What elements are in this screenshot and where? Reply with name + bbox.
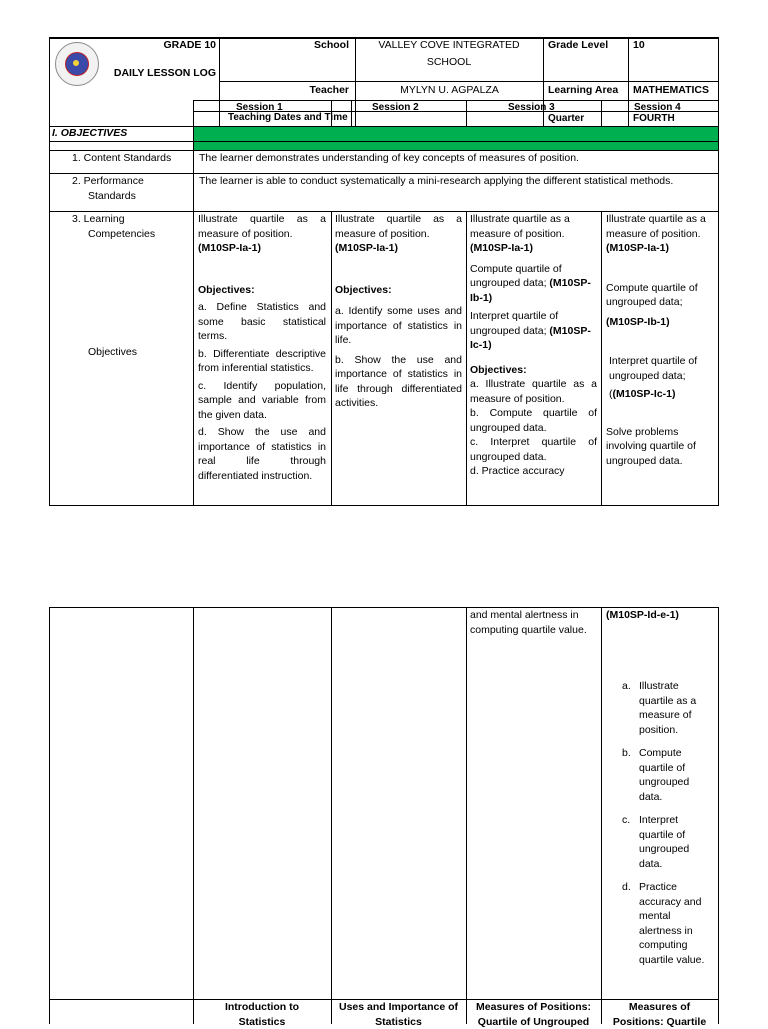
content-standards-text: The learner demonstrates understanding of key concepts of measures of position. [199,152,579,164]
teaching-dates-label: Teaching Dates and Time [228,112,348,123]
list-item-mark: a. [622,680,631,692]
list-item-text: Interpret quartile of ungrouped data. [639,814,690,870]
session-3-objective-c: c. Interpret quartile of ungrouped data. [470,436,597,463]
session-3-interpret-text: Interpret quartile of ungrouped data; [470,310,559,337]
school-value: VALLEY COVE INTEGRATED SCHOOL [378,39,520,68]
session-1-label: Session 1 [236,102,283,113]
list-item [622,813,712,871]
session-4-interpret-code: ((M10SP-Ic-1) [609,388,676,400]
session-1-code: (M10SP-Ia-1) [198,242,262,254]
session-2-objectives-head: Objectives: [335,283,392,296]
session-1-objective-c: c. Identify population, sample and variable from the given data. [198,379,326,421]
session-4-label: Session 4 [634,102,681,113]
list-item [622,679,712,737]
session-3-objective-a: a. Illustrate quartile as a measure of position. [470,378,597,405]
objectives-green-band [194,127,718,141]
session-4-code: (M10SP-Ia-1) [606,242,670,254]
session-3-objective-b: b. Compute quartile of ungrouped data. [470,407,597,434]
session-3-compute-code: (M10SP-Ib-1) [470,277,591,304]
list-item-mark: c. [622,814,631,826]
session-3-column [470,212,597,479]
session-1-column [198,212,326,483]
session-2-code: (M10SP-Ia-1) [335,242,399,254]
session-1-competency: Illustrate quartile as a measure of position. [198,213,326,240]
session-2-topic: Uses and Importance of Statistics [338,1001,459,1028]
session-3-competency: Illustrate quartile as a measure of position. [470,213,570,240]
session-2-competency: Illustrate quartile as a measure of position. [335,213,462,240]
list-item-mark: b. [622,747,631,759]
quarter-label: Quarter [548,113,585,124]
session-4-solve-code: (M10SP-Id-e-1) [606,609,679,621]
teacher-value: MYLYN U. AGPALZA [400,84,499,96]
session-4-solve: Solve problems involving quartile of ungrouped data. [606,425,696,467]
log-title: DAILY LESSON LOG [113,67,216,79]
grade-title: GRADE 10 [163,39,216,51]
session-3-compute [470,262,597,306]
session-1-objectives-head: Objectives: [198,283,255,296]
session-1-objective-b: b. Differentiate descriptive from inferential statistics. [198,347,326,374]
session-2-label: Session 2 [372,102,419,113]
session-4-interpret-code-text: (M10SP-Ic-1) [612,388,676,400]
session-3-topic: Measures of Positions: Quartile of Ungrouped [476,1001,591,1028]
session-2-column [335,212,462,411]
competencies-label: 3. Learning [72,213,125,225]
session-4-objective-list [622,679,712,967]
session-4-compute-code: (M10SP-Ib-1) [606,315,670,328]
competencies-label-2: Competencies [88,228,156,240]
quarter-value: FOURTH [633,113,675,124]
teacher-label: Teacher [309,84,349,96]
performance-label: 2. Performance [72,175,144,187]
session-3-objective-d: d. Practice accuracy [470,465,565,477]
session-3-label: Session 3 [508,102,555,113]
session-3-interpret [470,309,597,353]
objectives-green-band-thin [194,142,718,150]
learning-area-value: MATHEMATICS [633,84,710,96]
list-item-text: Practice accuracy and mental alertness in computing quartile value. [639,881,705,966]
session-4-interpret: Interpret quartile of ungrouped data; [609,355,698,382]
session-1-objective-d: d. Show the use and importance of statistics in real life through differentiated instruction. [198,426,326,482]
list-item-text: Illustrate quartile as a measure of position. [639,680,697,736]
session-4-column [606,212,716,468]
grade-level-label: Grade Level [548,39,609,51]
list-item [622,880,712,967]
session-1-topic: Introduction to Statistics [224,1001,300,1028]
session-4-topic: Measures of Positions: Quartile [612,1001,707,1028]
session-2-objective-a: a. Identify some uses and importance of statistics in life. [335,305,462,346]
session-3-objectives-head: Objectives: [470,363,527,376]
session-4-competency: Illustrate quartile as a measure of position. [606,213,706,240]
grade-level-value: 10 [633,39,645,51]
objectives-section-title: I. OBJECTIVES [52,127,128,139]
session-1-objective-a: a. Define Statistics and some basic statistical terms. [198,301,326,342]
content-standards-label: 1. Content Standards [72,152,172,164]
session-3-code: (M10SP-Ia-1) [470,242,534,254]
learning-area-label: Learning Area [548,84,619,96]
session-3-interpret-code: (M10SP-Ic-1) [470,324,591,351]
school-label: School [313,39,349,51]
list-item-text: Compute quartile of ungrouped data. [639,747,690,803]
session-3-compute-text: Compute quartile of ungrouped data; [470,262,562,289]
performance-text: The learner is able to conduct systematically a mini-research applying the different statistical methods. [199,175,674,187]
deped-seal-icon [55,42,99,86]
performance-label-2: Standards [88,190,136,202]
list-item [622,746,712,804]
session-2-objective-b: b. Show the use and importance of statistics in life through differentiated activities. [335,353,462,409]
objectives-label: Objectives [88,346,138,358]
session-3-objective-d-continued: and mental alertness in computing quartile value. [470,609,587,636]
session-4-compute: Compute quartile of ungrouped data; [606,281,698,308]
list-item-mark: d. [622,881,631,893]
